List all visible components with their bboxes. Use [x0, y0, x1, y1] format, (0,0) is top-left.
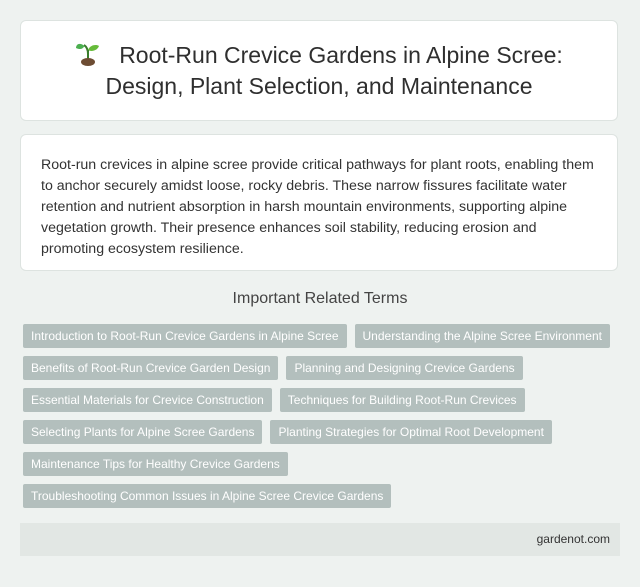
title-card	[20, 20, 618, 121]
page-title-wrap	[21, 40, 617, 102]
related-term-tag[interactable]: Understanding the Alpine Scree Environment	[355, 324, 610, 348]
related-term-tag[interactable]: Benefits of Root-Run Crevice Garden Design	[23, 356, 278, 380]
related-term-tag[interactable]: Planting Strategies for Optimal Root Development	[270, 420, 551, 444]
footer	[20, 523, 620, 556]
related-term-tag[interactable]: Introduction to Root-Run Crevice Gardens in Alpine Scree	[23, 324, 347, 348]
related-terms-list	[23, 324, 623, 508]
intro-card	[20, 134, 618, 271]
seedling-icon	[75, 41, 101, 67]
page-title: Root-Run Crevice Gardens in Alpine Scree: Design, Plant Selection, and Maintenance	[105, 41, 563, 99]
footer-site[interactable]: gardenot.com	[536, 532, 610, 546]
related-term-tag[interactable]: Techniques for Building Root-Run Crevices	[280, 388, 525, 412]
intro-text: Root-run crevices in alpine scree provide critical pathways for plant roots, enabling them to anchor securely amidst loose, rocky debris. These narrow fissures facilitate water retention and nutrient absorption in harsh mountain environments, supporting alpine vegetation growth. Their presence enhances soil stability, reducing erosion and promoting ecosystem resilience.	[41, 157, 594, 257]
related-term-tag[interactable]: Maintenance Tips for Healthy Crevice Gardens	[23, 452, 288, 476]
related-terms-heading: Important Related Terms	[232, 290, 408, 307]
related-term-tag[interactable]: Selecting Plants for Alpine Scree Gardens	[23, 420, 262, 444]
related-term-tag[interactable]: Essential Materials for Crevice Construction	[23, 388, 272, 412]
related-term-tag[interactable]: Planning and Designing Crevice Gardens	[286, 356, 522, 380]
related-term-tag[interactable]: Troubleshooting Common Issues in Alpine Scree Crevice Gardens	[23, 484, 391, 508]
